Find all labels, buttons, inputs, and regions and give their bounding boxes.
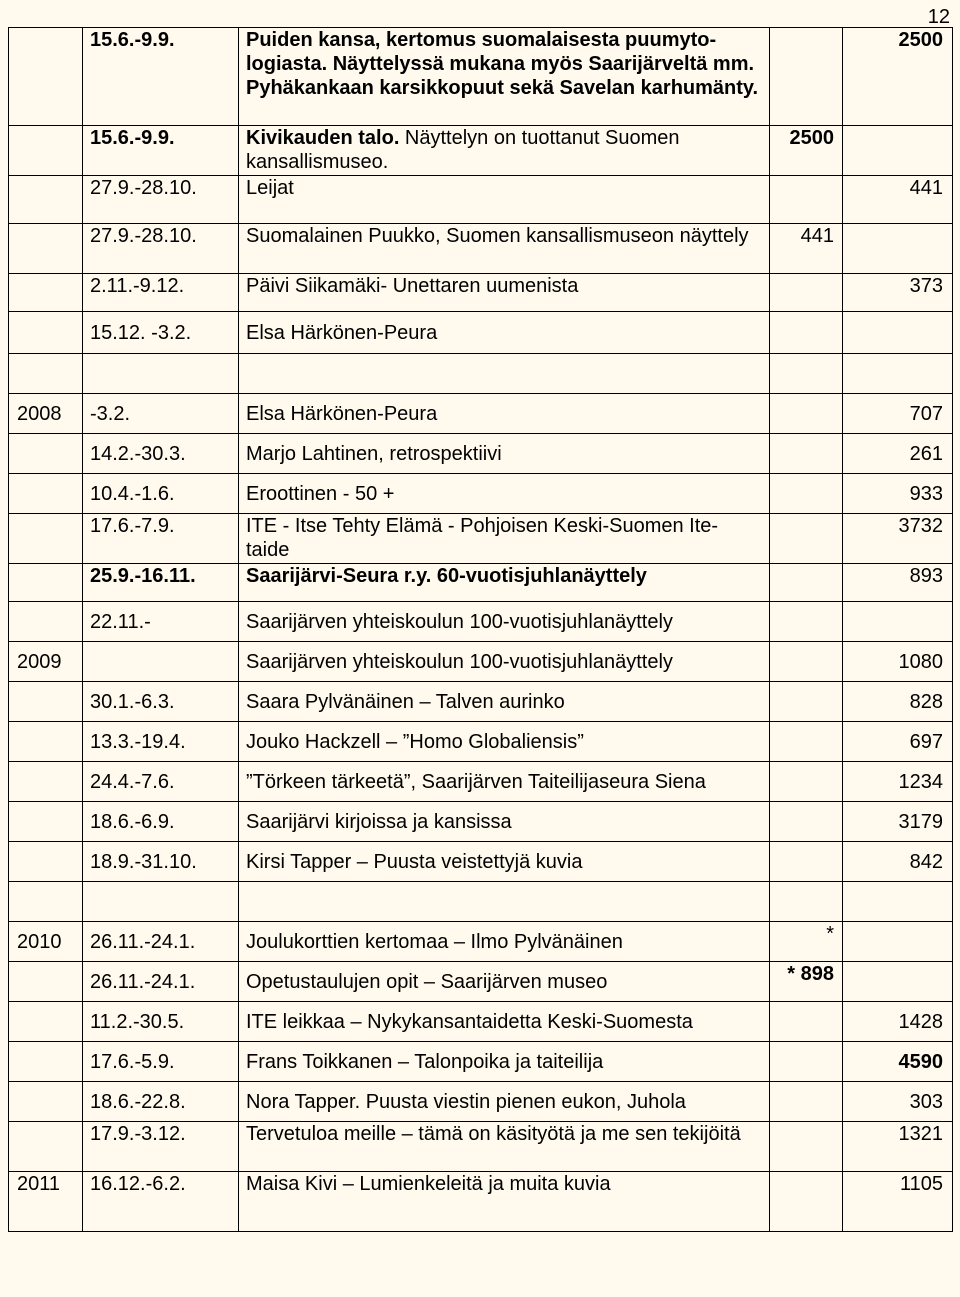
mid-count-cell <box>770 1042 843 1082</box>
mid-count-cell <box>770 1122 843 1172</box>
title-cell: Saarijärvi kirjoissa ja kansissa <box>239 802 770 842</box>
page-number: 12 <box>927 6 950 28</box>
title-cell: Elsa Härkönen-Peura <box>239 394 770 434</box>
visitor-count-cell: 373 <box>843 274 953 312</box>
mid-count-cell <box>770 882 843 922</box>
year-cell <box>9 28 83 126</box>
year-cell <box>9 722 83 762</box>
date-cell: 18.9.-31.10. <box>83 842 239 882</box>
date-cell: -3.2. <box>83 394 239 434</box>
title-cell: Leijat <box>239 176 770 224</box>
date-cell: 16.12.-6.2. <box>83 1172 239 1232</box>
title-cell: Kirsi Tapper – Puusta veistettyjä kuvia <box>239 842 770 882</box>
date-cell <box>83 354 239 394</box>
table-row <box>9 312 953 354</box>
date-cell <box>83 642 239 682</box>
date-cell: 11.2.-30.5. <box>83 1002 239 1042</box>
year-cell: 2008 <box>9 394 83 434</box>
visitor-count-cell: 893 <box>843 564 953 602</box>
year-cell <box>9 354 83 394</box>
year-cell <box>9 1082 83 1122</box>
mid-count-cell <box>770 28 843 126</box>
year-cell <box>9 602 83 642</box>
mid-count-cell <box>770 312 843 354</box>
title-cell: Kivikauden talo. Näyttelyn on tuottanut Suomen kansallismuseo. <box>239 126 770 176</box>
date-cell: 17.9.-3.12. <box>83 1122 239 1172</box>
table-row <box>9 434 953 474</box>
table-row <box>9 842 953 882</box>
visitor-count-cell <box>843 962 953 1002</box>
year-cell <box>9 514 83 564</box>
table-row <box>9 1082 953 1122</box>
date-cell: 2.11.-9.12. <box>83 274 239 312</box>
mid-count-cell <box>770 1082 843 1122</box>
title-cell: ITE leikkaa – Nykykansantaidetta Keski-Suomesta <box>239 1002 770 1042</box>
year-cell <box>9 842 83 882</box>
table-row <box>9 176 953 224</box>
mid-count-cell: * 898 <box>770 962 843 1002</box>
table-row <box>9 1172 953 1232</box>
table-row <box>9 474 953 514</box>
date-cell: 27.9.-28.10. <box>83 224 239 274</box>
table-row <box>9 682 953 722</box>
visitor-count-cell: 3732 <box>843 514 953 564</box>
year-cell <box>9 224 83 274</box>
date-cell: 27.9.-28.10. <box>83 176 239 224</box>
mid-count-cell <box>770 602 843 642</box>
title-cell: Eroottinen - 50 + <box>239 474 770 514</box>
title-cell: Jouko Hackzell – ”Homo Globaliensis” <box>239 722 770 762</box>
year-cell <box>9 312 83 354</box>
visitor-count-cell <box>843 224 953 274</box>
title-cell <box>239 354 770 394</box>
mid-count-cell <box>770 474 843 514</box>
table-row <box>9 762 953 802</box>
date-cell <box>83 882 239 922</box>
date-cell: 25.9.-16.11. <box>83 564 239 602</box>
visitor-count-cell: 842 <box>843 842 953 882</box>
visitor-count-cell: 828 <box>843 682 953 722</box>
title-cell: Puiden kansa, kertomus suomalaisesta puumyto- logiasta. Näyttelyssä mukana myös Saarijärveltä mm. Pyhäkankaan karsikkopuut sekä Savelan karhumänty. <box>239 28 770 126</box>
table-row <box>9 602 953 642</box>
table-row <box>9 642 953 682</box>
table-row <box>9 962 953 1002</box>
title-cell: ”Törkeen tärkeetä”, Saarijärven Taiteilijaseura Siena <box>239 762 770 802</box>
date-cell: 10.4.-1.6. <box>83 474 239 514</box>
title-cell: Elsa Härkönen-Peura <box>239 312 770 354</box>
date-cell: 15.6.-9.9. <box>83 28 239 126</box>
mid-count-cell <box>770 722 843 762</box>
mid-count-cell <box>770 1172 843 1232</box>
date-cell: 13.3.-19.4. <box>83 722 239 762</box>
year-cell: 2011 <box>9 1172 83 1232</box>
visitor-count-cell: 441 <box>843 176 953 224</box>
year-cell <box>9 176 83 224</box>
year-cell <box>9 474 83 514</box>
year-cell <box>9 274 83 312</box>
table-row <box>9 1122 953 1172</box>
title-cell: Saarijärven yhteiskoulun 100-vuotisjuhlanäyttely <box>239 602 770 642</box>
year-cell <box>9 564 83 602</box>
visitor-count-cell: 261 <box>843 434 953 474</box>
year-cell: 2010 <box>9 922 83 962</box>
title-cell: Frans Toikkanen – Talonpoika ja taiteilija <box>239 1042 770 1082</box>
mid-count-cell <box>770 762 843 802</box>
visitor-count-cell: 1105 <box>843 1172 953 1232</box>
date-cell: 22.11.- <box>83 602 239 642</box>
mid-count-cell <box>770 1002 843 1042</box>
mid-count-cell: * <box>770 922 843 962</box>
year-cell <box>9 762 83 802</box>
visitor-count-cell: 3179 <box>843 802 953 842</box>
table-row <box>9 354 953 394</box>
table-row <box>9 922 953 962</box>
exhibition-table <box>8 27 953 1232</box>
table-row <box>9 126 953 176</box>
mid-count-cell: 441 <box>770 224 843 274</box>
table-row <box>9 802 953 842</box>
date-cell: 18.6.-22.8. <box>83 1082 239 1122</box>
mid-count-cell <box>770 564 843 602</box>
table-row <box>9 1002 953 1042</box>
title-cell: Tervetuloa meille – tämä on käsityötä ja me sen tekijöitä <box>239 1122 770 1172</box>
table-row <box>9 1042 953 1082</box>
year-cell <box>9 962 83 1002</box>
mid-count-cell <box>770 434 843 474</box>
title-cell: Saarijärvi-Seura r.y. 60-vuotisjuhlanäyttely <box>239 564 770 602</box>
table-row <box>9 394 953 434</box>
mid-count-cell <box>770 176 843 224</box>
mid-count-cell: 2500 <box>770 126 843 176</box>
title-cell: Maisa Kivi – Lumienkeleitä ja muita kuvia <box>239 1172 770 1232</box>
date-cell: 17.6.-5.9. <box>83 1042 239 1082</box>
date-cell: 15.12. -3.2. <box>83 312 239 354</box>
visitor-count-cell <box>843 882 953 922</box>
date-cell: 15.6.-9.9. <box>83 126 239 176</box>
title-cell: Päivi Siikamäki- Unettaren uumenista <box>239 274 770 312</box>
year-cell <box>9 126 83 176</box>
visitor-count-cell <box>843 312 953 354</box>
visitor-count-cell: 303 <box>843 1082 953 1122</box>
year-cell <box>9 1002 83 1042</box>
title-cell: Saara Pylvänäinen – Talven aurinko <box>239 682 770 722</box>
title-cell: Nora Tapper. Puusta viestin pienen eukon, Juhola <box>239 1082 770 1122</box>
visitor-count-cell: 4590 <box>843 1042 953 1082</box>
year-cell: 2009 <box>9 642 83 682</box>
table-row <box>9 274 953 312</box>
year-cell <box>9 682 83 722</box>
table-row <box>9 224 953 274</box>
table-row <box>9 882 953 922</box>
date-cell: 18.6.-6.9. <box>83 802 239 842</box>
mid-count-cell <box>770 354 843 394</box>
table-row <box>9 722 953 762</box>
visitor-count-cell: 697 <box>843 722 953 762</box>
year-cell <box>9 882 83 922</box>
table-row <box>9 514 953 564</box>
date-cell: 26.11.-24.1. <box>83 962 239 1002</box>
visitor-count-cell: 1428 <box>843 1002 953 1042</box>
title-cell: Suomalainen Puukko, Suomen kansallismuseon näyttely <box>239 224 770 274</box>
visitor-count-cell: 933 <box>843 474 953 514</box>
title-cell: ITE - Itse Tehty Elämä - Pohjoisen Keski-Suomen Ite- taide <box>239 514 770 564</box>
date-cell: 30.1.-6.3. <box>83 682 239 722</box>
visitor-count-cell: 1234 <box>843 762 953 802</box>
visitor-count-cell <box>843 602 953 642</box>
visitor-count-cell <box>843 922 953 962</box>
mid-count-cell <box>770 274 843 312</box>
year-cell <box>9 1122 83 1172</box>
mid-count-cell <box>770 682 843 722</box>
table-row <box>9 564 953 602</box>
date-cell: 24.4.-7.6. <box>83 762 239 802</box>
date-cell: 26.11.-24.1. <box>83 922 239 962</box>
table-row <box>9 28 953 126</box>
year-cell <box>9 434 83 474</box>
mid-count-cell <box>770 842 843 882</box>
mid-count-cell <box>770 394 843 434</box>
visitor-count-cell: 1080 <box>843 642 953 682</box>
mid-count-cell <box>770 642 843 682</box>
title-cell: Marjo Lahtinen, retrospektiivi <box>239 434 770 474</box>
date-cell: 17.6.-7.9. <box>83 514 239 564</box>
year-cell <box>9 1042 83 1082</box>
title-bold-part: Kivikauden talo. <box>246 127 400 149</box>
title-cell: Opetustaulujen opit – Saarijärven museo <box>239 962 770 1002</box>
visitor-count-cell <box>843 126 953 176</box>
mid-count-cell <box>770 802 843 842</box>
year-cell <box>9 802 83 842</box>
title-cell <box>239 882 770 922</box>
visitor-count-cell <box>843 354 953 394</box>
mid-count-cell <box>770 514 843 564</box>
visitor-count-cell: 1321 <box>843 1122 953 1172</box>
visitor-count-cell: 707 <box>843 394 953 434</box>
visitor-count-cell: 2500 <box>843 28 953 126</box>
title-cell: Saarijärven yhteiskoulun 100-vuotisjuhlanäyttely <box>239 642 770 682</box>
date-cell: 14.2.-30.3. <box>83 434 239 474</box>
title-cell: Joulukorttien kertomaa – Ilmo Pylvänäinen <box>239 922 770 962</box>
